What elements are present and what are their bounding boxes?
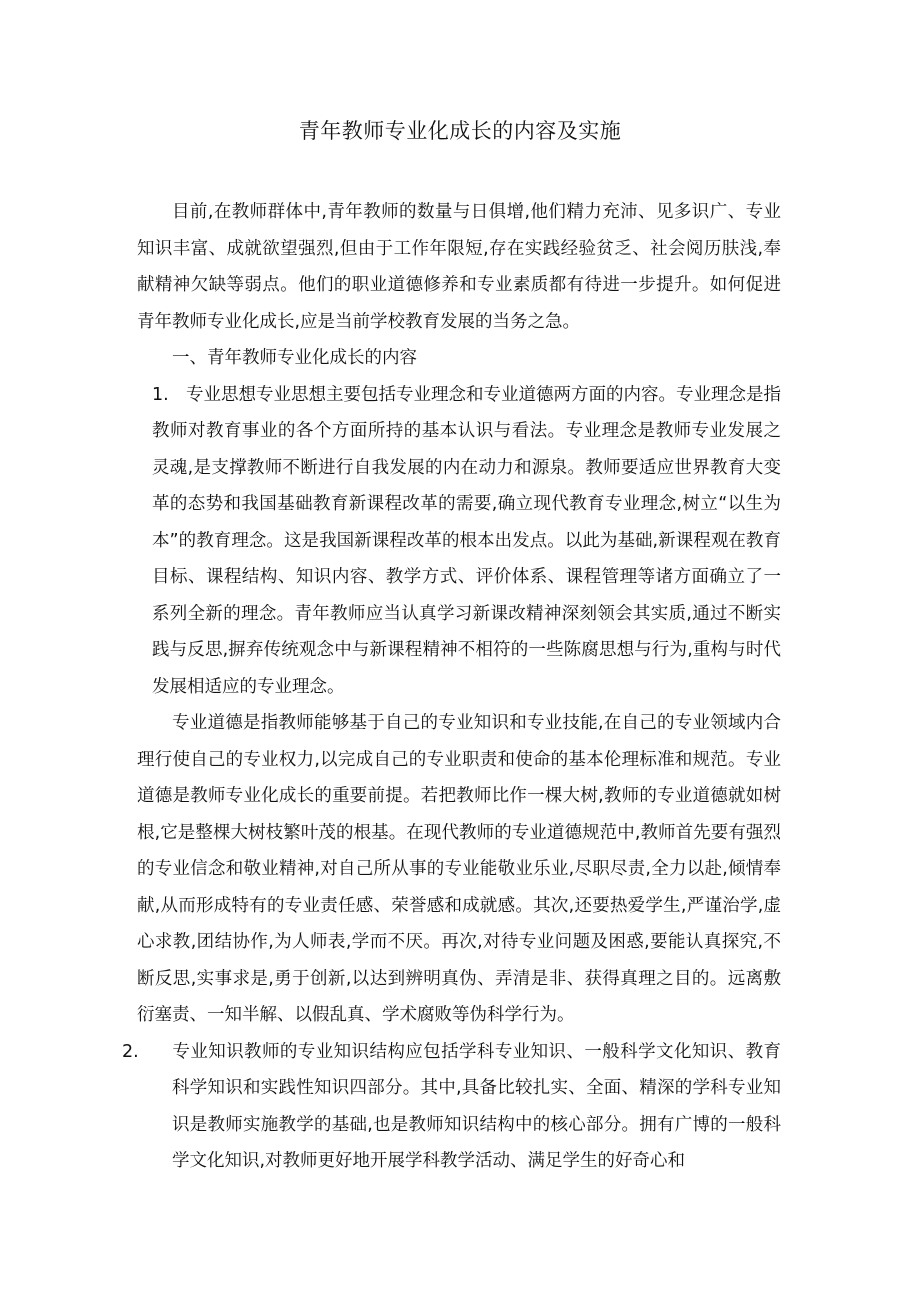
numbered-item-1 [137, 377, 781, 706]
item-text: 专业知识教师的专业知识结构应包括学科专业知识、一般科学文化知识、教育科学知识和实践性知识四部分。其中,具备比较扎实、全面、精深的学科专业知识是教师实施教学的基础,也是教师知识结构中的核心部分。拥有广博的一般科学文化知识,对教师更好地开展学科教学活动、满足学生的好奇心和 [172, 1041, 781, 1171]
item-number: 2. [122, 1041, 139, 1062]
item-text: 专业思想专业思想主要包括专业理念和专业道德两方面的内容。专业理念是指教师对教育事业的各个方面所持的基本认识与看法。专业理念是教师专业发展之灵魂,是支撑教师不断进行自我发展的内在动力和源泉。教师要适应世界教育大变革的态势和我国基础教育新课程改革的需要,确立现代教育专业理念,树立“以生为本”的教育理念。这是我国新课程改革的根本出发点。以此为基础,新课程观在教育目标、课程结构、知识内容、教学方式、评价体系、课程管理等诸方面确立了一系列全新的理念。青年教师应当认真学习新课改精神深刻领会其实质,通过不断实践与反思,摒弃传统观念中与新课程精神不相符的一些陈腐思想与行为,重构与时代发展相适应的专业理念。 [152, 384, 781, 697]
document-title: 青年教师专业化成长的内容及实施 [298, 119, 622, 143]
item-number: 1. [152, 384, 169, 405]
section-heading: 一、青年教师专业化成长的内容 [172, 348, 417, 368]
document-body [122, 194, 781, 1180]
ethics-paragraph: 专业道德是指教师能够基于自己的专业知识和专业技能,在自己的专业领域内合理行使自己的专业权力,以完成自己的专业职责和使命的基本伦理标准和规范。专业道德是教师专业化成长的重要前提。若把教师比作一棵大树,教师的专业道德就如树根,它是整棵大树枝繁叶茂的根基。在现代教师的专业道德规范中,教师首先要有强烈的专业信念和敬业精神,对自己所从事的专业能敬业乐业,尽职尽责,全力以赴,倾情奉献,从而形成特有的专业责任感、荣誉感和成就感。其次,还要热爱学生,严谨治学,虚心求教,团结协作,为人师表,学而不厌。再次,对待专业问题及困惑,要能认真探究,不断反思,实事求是,勇于创新,以达到辨明真伪、弄清是非、获得真理之目的。远离敷衍塞责、一知半解、以假乱真、学术腐败等伪科学行为。 [137, 713, 781, 1025]
intro-paragraph: 目前,在教师群体中,青年教师的数量与日俱增,他们精力充沛、见多识广、专业知识丰富、成就欲望强烈,但由于工作年限短,存在实践经验贫乏、社会阅历肤浅,奉献精神欠缺等弱点。他们的职业道德修养和专业素质都有待进一步提升。如何促进青年教师专业化成长,应是当前学校教育发展的当务之急。 [137, 202, 781, 332]
numbered-item-2 [122, 1034, 781, 1180]
